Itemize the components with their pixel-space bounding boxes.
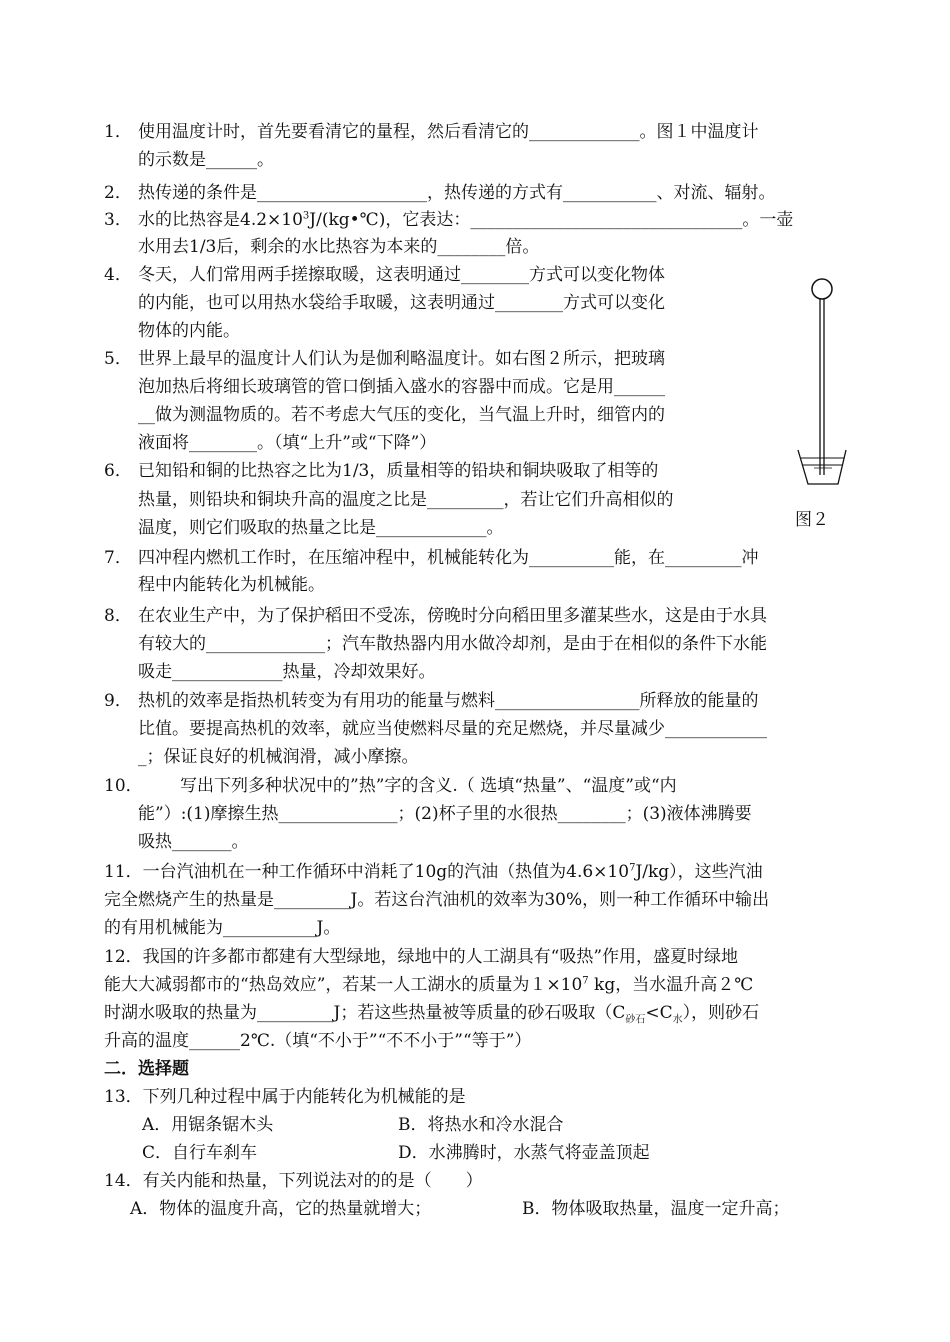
subscript: 水 (672, 1014, 683, 1026)
question-text: 完全燃烧产生的热量是_________J。若这台汽油机的效率为30%，则一种工作循环中输出 (104, 890, 770, 910)
question-text: 比值。要提高热机的效率，就应当使燃料尽量的充足燃烧，并尽量减少____________ (138, 719, 767, 739)
question-text: 有较大的______________；汽车散热器内用水做冷却剂，是由于在相似的条件下水能 (138, 634, 767, 654)
question-text: 世界上最早的温度计人们认为是伽利略温度计。如右图２所示，把玻璃 (138, 349, 665, 369)
option-d: D．水沸腾时，水蒸气将壶盖顶起 (398, 1143, 650, 1163)
question-text (138, 207, 793, 233)
question-text: 泡加热后将细长玻璃管的管口倒插入盛水的容器中而成。它是用______ (138, 377, 665, 397)
option-a: A．物体的温度升高，它的热量就增大； (130, 1199, 432, 1219)
question-text: 使用温度计时，首先要看清它的量程，然后看清它的_____________。图１中温度计 (138, 122, 759, 142)
question-text: 四冲程内燃机工作时，在压缩冲程中，机械能转化为__________能，在_________冲 (138, 548, 759, 568)
question-text: 吸走_____________热量，冷却效果好。 (138, 662, 436, 682)
option-a: A．用锯条锯木头 (142, 1115, 274, 1135)
question-text (104, 1000, 759, 1026)
subscript: 砂石 (625, 1014, 646, 1026)
question-text: 热量，则铅块和铜块升高的温度之比是_________，若让它们升高相似的 (138, 490, 674, 510)
galileo-thermometer-figure (790, 272, 850, 497)
question-number: 2． (104, 183, 132, 203)
question-text: 的有用机械能为___________J。 (104, 918, 341, 938)
question-number: 1． (104, 122, 132, 142)
question-text: 物体的内能。 (138, 321, 240, 341)
question-number: 5． (104, 349, 132, 369)
text-part: 能大大减弱都市的“热岛效应”，若某一人工湖水的质量为１×10 (104, 975, 583, 995)
question-text: 热机的效率是指热机转变为有用功的能量与燃料_________________所释放的能量的 (138, 691, 759, 711)
question-text: 能”）:(1)摩擦生热______________；(2)杯子里的水很热________；(3)液体沸腾要 (138, 804, 752, 824)
superscript: 7 (629, 862, 636, 874)
question-number: 3． (104, 210, 132, 230)
option-b: B．将热水和冷水混合 (398, 1115, 564, 1135)
question-text (104, 972, 753, 998)
question-text: 升高的温度______2℃.（填“不小于”“不不小于”“等于”） (104, 1031, 532, 1051)
figure-label: 图２ (795, 510, 829, 530)
section-title-text: 二．选择题 (104, 1059, 189, 1079)
text-part: ），则砂石 (682, 1003, 760, 1023)
text-part: 11．一台汽油机在一种工作循环中消耗了10g的汽油（热值为4.6×10 (104, 862, 630, 882)
question-number: 10． (104, 776, 143, 796)
question-text: 水用去1/3后，剩余的水比热容为本来的________倍。 (138, 237, 540, 257)
question-text: 液面将________。（填“上升”或“下降”） (138, 433, 437, 453)
text-part: 水的比热容是4.2×10 (138, 210, 303, 230)
option-c: C．自行车刹车 (142, 1143, 258, 1163)
question-text: 写出下列多种状况中的”热”字的含义.（ 选填“热量”、“温度”或“内 (180, 776, 677, 796)
question-number: 6． (104, 461, 132, 481)
question-number: 9． (104, 691, 132, 711)
question-text: 吸热_______。 (138, 832, 249, 852)
question-text: __做为测温物质的。若不考虑大气压的变化，当气温上升时，细管内的 (138, 405, 665, 425)
text-part: 时湖水吸取的热量为_________J；若这些热量被等质量的砂石吸取（C (104, 1003, 626, 1023)
text-part: <C (645, 1003, 673, 1023)
question-text: 的内能，也可以用热水袋给手取暖，这表明通过________方式可以变化 (138, 293, 665, 313)
question-text: 12．我国的许多都市都建有大型绿地，绿地中的人工湖具有“吸热”作用，盛夏时绿地 (104, 947, 739, 967)
question-text: _；保证良好的机械润滑，减小摩擦。 (138, 747, 419, 767)
option-b: B．物体吸取热量，温度一定升高； (522, 1199, 790, 1219)
superscript: 3 (302, 210, 310, 222)
question-number: 7． (104, 548, 132, 568)
question-text: 温度，则它们吸取的热量之比是_____________。 (138, 518, 504, 538)
question-text: 已知铅和铜的比热容之比为1/3，质量相等的铅块和铜块吸取了相等的 (138, 461, 659, 481)
question-text: 在农业生产中，为了保护稻田不受冻，傍晚时分向稻田里多灌某些水，这是由于水具 (138, 606, 767, 626)
question-text: 程中内能转化为机械能。 (138, 575, 325, 595)
question-text (104, 859, 763, 885)
text-part: J/kg），这些汽油 (635, 862, 763, 882)
superscript: 7 (582, 975, 589, 987)
question-number: 8． (104, 606, 132, 626)
question-text: 冬天，人们常用两手搓擦取暖，这表明通过________方式可以变化物体 (138, 265, 665, 285)
question-text: 的示数是______。 (138, 150, 274, 170)
question-number: 4． (104, 265, 132, 285)
text-part: kg，当水温升高２℃ (588, 975, 754, 995)
question-text: 热传递的条件是____________________，热传递的方式有___________、对流、辐射。 (138, 183, 776, 203)
question-stem: 14．有关内能和热量，下列说法对的的是（ ） (104, 1171, 483, 1191)
question-stem: 13．下列几种过程中属于内能转化为机械能的是 (104, 1087, 466, 1107)
text-part: J/(kg•℃)，它表达：________________________________。一壶 (309, 210, 794, 230)
